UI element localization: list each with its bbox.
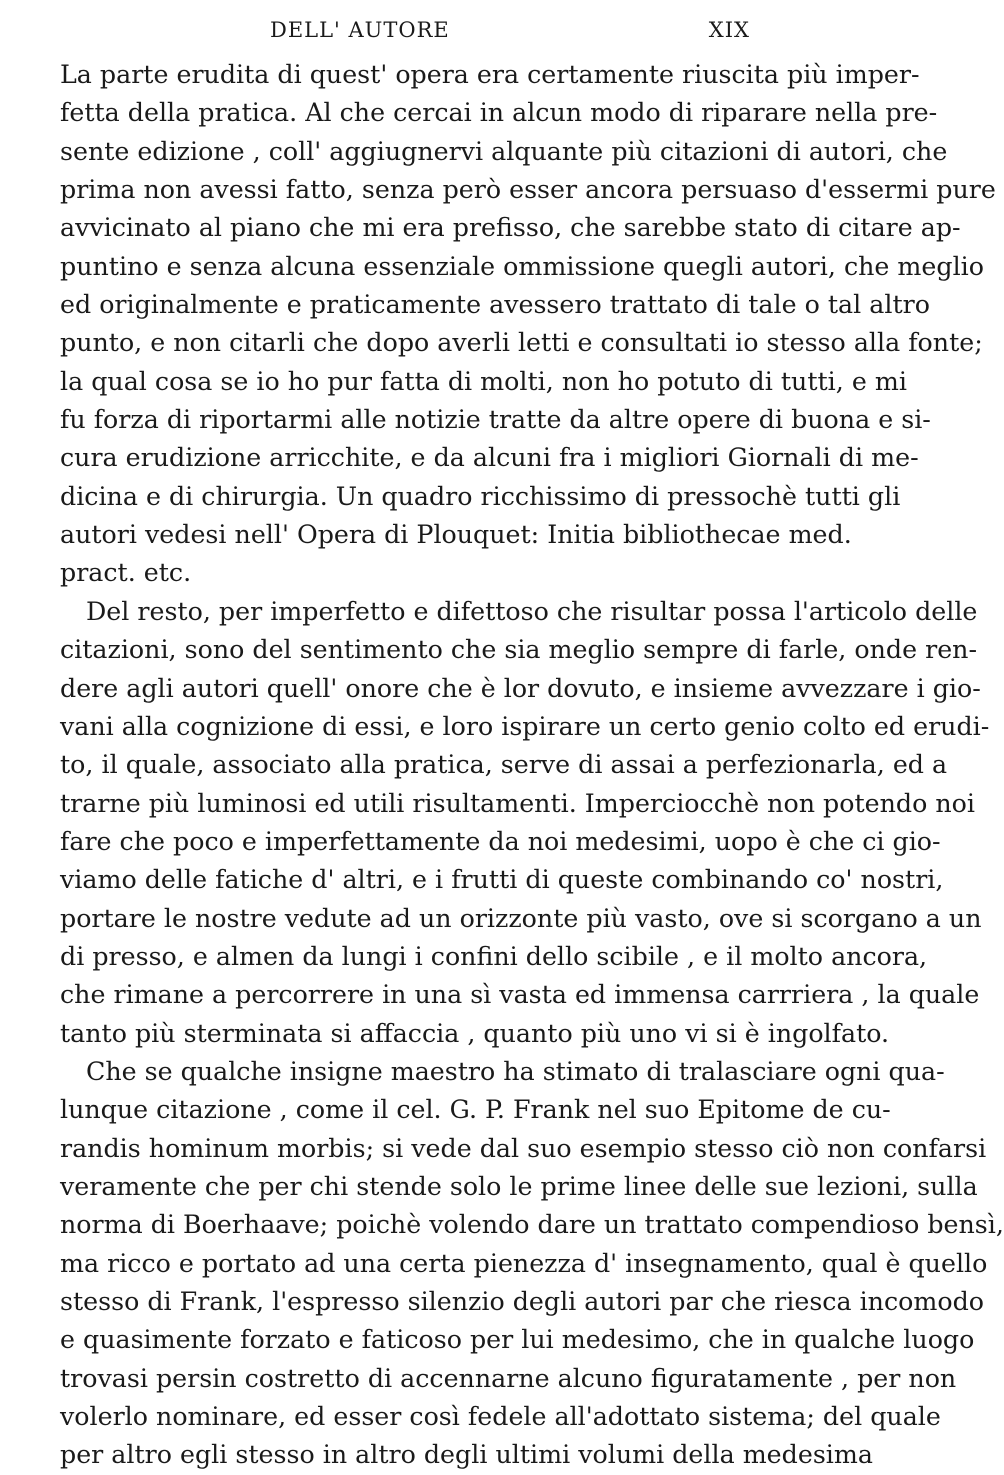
text-line: fetta della pratica. Al che cercai in alcun modo di riparare nella pre- (60, 98, 938, 128)
text-line: lunque citazione , come il cel. G. P. Frank nel suo Epitome de cu- (60, 1095, 891, 1125)
text-line: ma ricco e portato ad una certa pienezza d' insegnamento, qual è quello (60, 1248, 988, 1278)
text-line: fu forza di riportarmi alle notizie tratte da altre opere di buona e si- (60, 405, 931, 435)
page-header (60, 18, 750, 56)
paragraph-3 (60, 1053, 1004, 1475)
text-line: puntino e senza alcuna essenziale ommissione quegli autori, che meglio (60, 251, 984, 281)
body-text (60, 56, 1004, 1475)
text-line: pract. etc. (60, 558, 192, 588)
text-line: la qual cosa se io ho pur fatta di molti, non ho potuto di tutti, e mi (60, 366, 907, 396)
text-line: to, il quale, associato alla pratica, serve di assai a perfezionarla, ed a (60, 750, 948, 780)
text-line: punto, e non citarli che dopo averli letti e consultati io stesso alla fonte; (60, 328, 983, 358)
text-line: autori vedesi nell' Opera di Plouquet: Initia bibliothecae med. (60, 520, 852, 550)
running-title: DELL' AUTORE (270, 18, 450, 42)
paragraph-2 (60, 593, 990, 1053)
book-page (60, 18, 1004, 1470)
text-line: prima non avessi fatto, senza però esser ancora persuaso d'essermi pure (60, 175, 996, 205)
text-line: e quasimente forzato e faticoso per lui medesimo, che in qualche luogo (60, 1325, 975, 1355)
text-line: veramente che per chi stende solo le prime linee delle sue lezioni, sulla (60, 1171, 978, 1201)
text-line: per altro egli stesso in altro degli ultimi volumi della medesima (60, 1440, 873, 1470)
text-line: stesso di Frank, l'espresso silenzio degli autori par che riesca incomodo (60, 1287, 985, 1316)
text-line: trarne più luminosi ed utili risultamenti. Imperciocchè non potendo noi (60, 788, 975, 818)
text-line: dicina e di chirurgia. Un quadro ricchissimo di pressochè tutti gli (60, 481, 901, 511)
text-line: sente edizione , coll' aggiugnervi alquante più citazioni di autori, che (60, 136, 948, 166)
text-line: cura erudizione arricchite, e da alcuni fra i migliori Giornali di me- (60, 443, 919, 473)
text-line: ed originalmente e praticamente avessero trattato di tale o tal altro (60, 290, 930, 320)
text-line: dere agli autori quell' onore che è lor dovuto, e insieme avvezzare i gio- (60, 673, 981, 703)
text-line: tanto più sterminata si affaccia , quanto più uno vi si è ingolfato. (60, 1018, 890, 1048)
text-line: volerlo nominare, ed esser così fedele all'adottato sistema; del quale (60, 1402, 941, 1432)
text-line: viamo delle fatiche d' altri, e i frutti di queste combinando co' nostri, (60, 865, 944, 895)
page-number: XIX (708, 18, 750, 42)
text-line: norma di Boerhaave; poichè volendo dare un trattato compendioso bensì, (60, 1210, 1004, 1240)
text-line: vani alla cognizione di essi, e loro ispirare un certo genio colto ed erudi- (60, 711, 990, 741)
text-line: La parte erudita di quest' opera era certamente riuscita più imper- (60, 60, 920, 89)
text-line: portare le nostre vedute ad un orizzonte più vasto, ove si scorgano a un (60, 903, 982, 933)
text-line: che rimane a percorrere in una sì vasta ed immensa carrriera , la quale (60, 980, 980, 1010)
text-line: Del resto, per imperfetto e difettoso che risultar possa l'articolo delle (86, 596, 978, 626)
text-line: avvicinato al piano che mi era prefisso, che sarebbe stato di citare ap- (60, 213, 961, 243)
text-line: randis hominum morbis; si vede dal suo esempio stesso ciò non confarsi (60, 1133, 987, 1163)
paragraph-1 (60, 56, 996, 593)
text-line: Che se qualche insigne maestro ha stimato di tralasciare ogni qua- (86, 1056, 945, 1086)
text-line: di presso, e almen da lungi i confini dello scibile , e il molto ancora, (60, 941, 928, 971)
text-line: citazioni, sono del sentimento che sia meglio sempre di farle, onde ren- (60, 635, 978, 665)
text-line: trovasi persin costretto di accennarne alcuno figuratamente , per non (60, 1363, 957, 1393)
text-line: fare che poco e imperfettamente da noi medesimi, uopo è che ci gio- (60, 826, 941, 856)
